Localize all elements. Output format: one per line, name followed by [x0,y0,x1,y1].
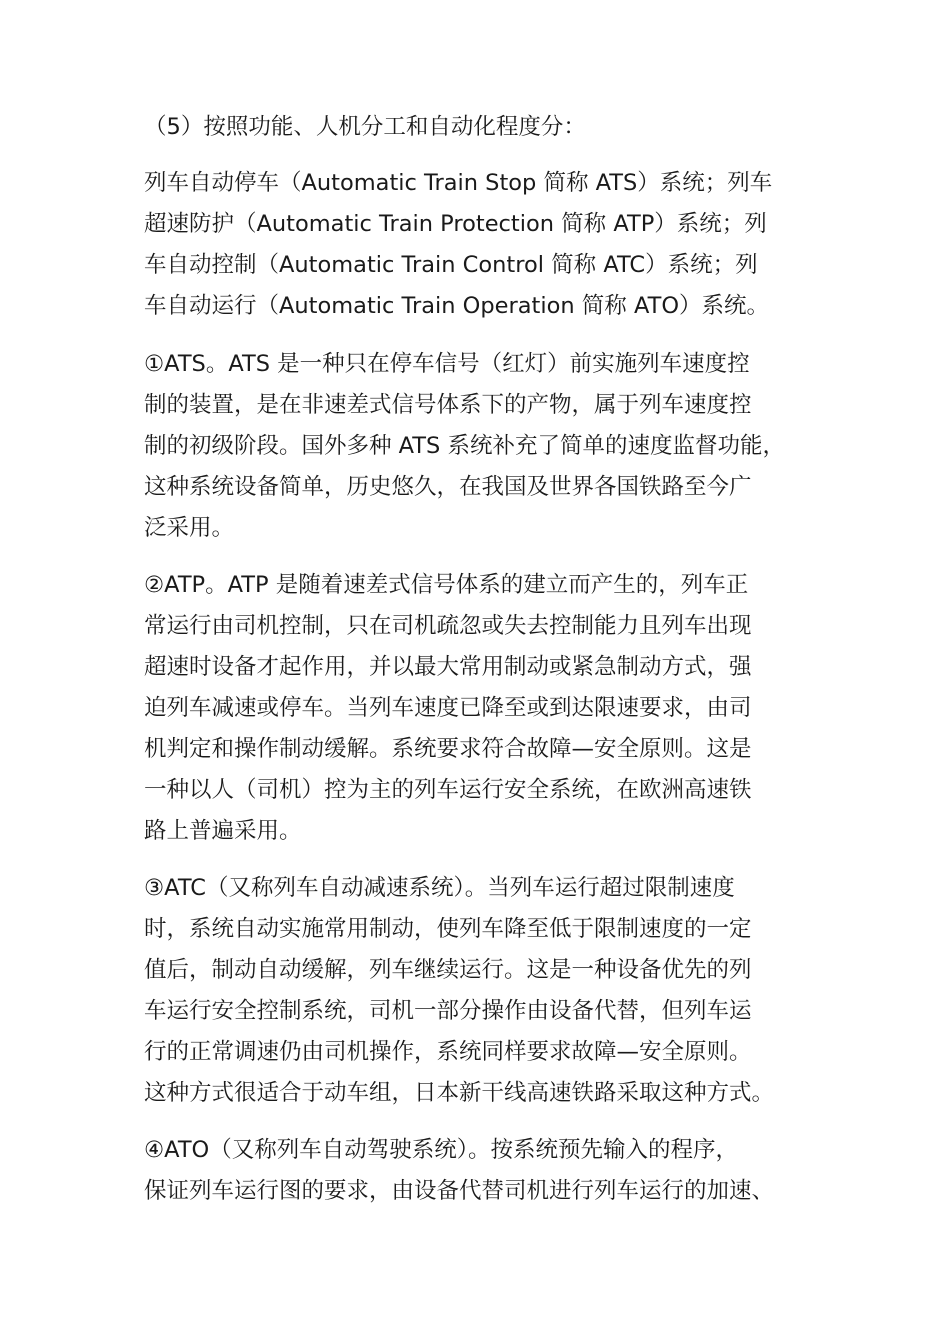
paragraph-line: 泛采用。 [144,515,235,541]
paragraph-line: ③ATC（又称列车自动减速系统）。当列车运行超过限制速度 [144,875,735,901]
paragraph-line: 迫列车减速或停车。当列车速度已降至或到达限速要求，由司 [144,695,752,721]
paragraph-line: ①ATS。ATS 是一种只在停车信号（红灯）前实施列车速度控 [144,351,750,377]
paragraph-line: 值后，制动自动缓解，列车继续运行。这是一种设备优先的列 [144,957,752,983]
paragraph-line: 常运行由司机控制，只在司机疏忽或失去控制能力且列车出现 [144,613,752,639]
paragraph-line: 超速防护（Automatic Train Protection 简称 ATP）系统；列 [144,211,767,237]
paragraph-line: 机判定和操作制动缓解。系统要求符合故障—安全原则。这是 [144,736,752,762]
paragraph-line: 时，系统自动实施常用制动，使列车降至低于限制速度的一定 [144,916,752,942]
paragraph-line: 车自动运行（Automatic Train Operation 简称 ATO）系统。 [144,293,770,319]
paragraph-line: 行的正常调速仍由司机操作，系统同样要求故障—安全原则。 [144,1039,752,1065]
paragraph-line: 制的装置，是在非速差式信号体系下的产物，属于列车速度控 [144,392,752,418]
paragraph-line: 路上普遍采用。 [144,818,302,844]
paragraph-line: 制的初级阶段。国外多种 ATS 系统补充了简单的速度监督功能， [144,433,785,459]
section-heading: （5）按照功能、人机分工和自动化程度分： [144,114,586,140]
paragraph-line: 车运行安全控制系统，司机一部分操作由设备代替，但列车运 [144,998,752,1024]
paragraph-line: 超速时设备才起作用，并以最大常用制动或紧急制动方式，强 [144,654,752,680]
paragraph-line: 这种方式很适合于动车组，日本新干线高速铁路采取这种方式。 [144,1080,775,1106]
paragraph-line: ④ATO（又称列车自动驾驶系统）。按系统预先输入的程序， [144,1137,739,1163]
paragraph-line: ②ATP。ATP 是随着速差式信号体系的建立而产生的，列车正 [144,572,749,598]
paragraph-line: 车自动控制（Automatic Train Control 简称 ATC）系统；列 [144,252,758,278]
paragraph-line: 列车自动停车（Automatic Train Stop 简称 ATS）系统；列车 [144,170,773,196]
paragraph-line: 保证列车运行图的要求，由设备代替司机进行列车运行的加速、 [144,1178,775,1204]
paragraph-line: 一种以人（司机）控为主的列车运行安全系统，在欧洲高速铁 [144,777,752,803]
paragraph-line: 这种系统设备简单，历史悠久，在我国及世界各国铁路至今广 [144,474,752,500]
